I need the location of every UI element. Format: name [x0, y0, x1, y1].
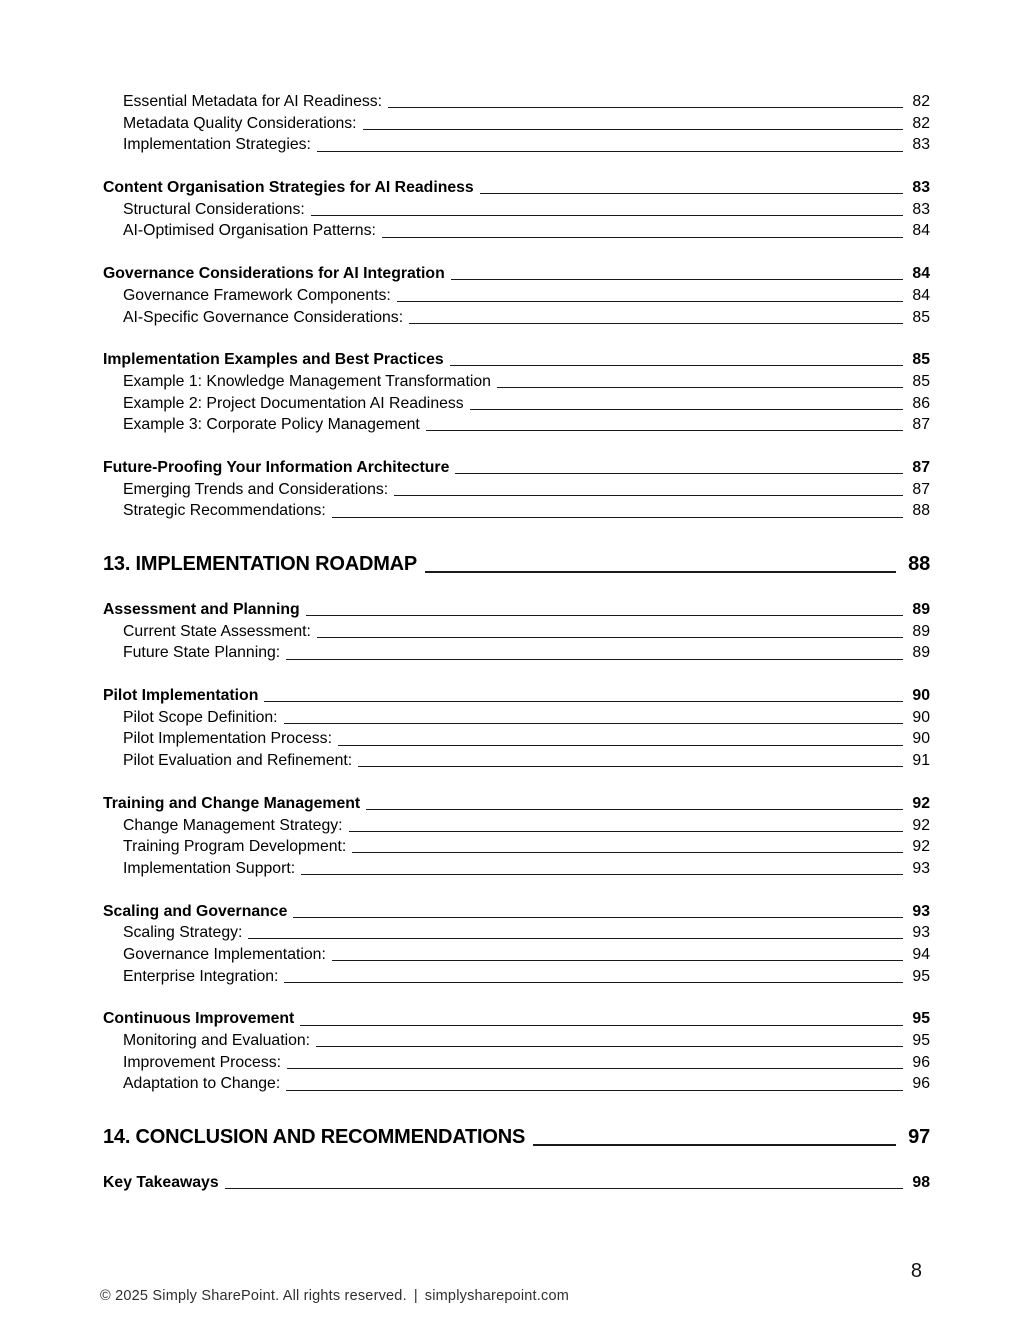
toc-leader-line	[287, 1068, 903, 1069]
toc-entry	[103, 500, 930, 522]
toc-entry-label: Governance Considerations for AI Integration	[103, 265, 445, 283]
toc-entry	[103, 944, 930, 966]
toc-group	[103, 263, 930, 328]
toc-leader-line	[225, 1188, 904, 1189]
toc-entry-label: Pilot Implementation Process:	[123, 730, 332, 748]
toc-leader-line	[455, 473, 903, 474]
toc-entry-label: Pilot Scope Definition:	[123, 708, 278, 726]
toc-entry	[103, 836, 930, 858]
toc-entry-label: 13. IMPLEMENTATION ROADMAP	[103, 553, 418, 575]
toc-entry-label: AI-Optimised Organisation Patterns:	[123, 222, 376, 240]
toc-entry	[103, 285, 930, 307]
toc-entry	[103, 349, 930, 371]
toc-entry-page: 93	[912, 902, 930, 920]
toc-group	[103, 91, 930, 156]
toc-entry-page: 82	[912, 114, 930, 132]
toc-entry-label: Improvement Process:	[123, 1053, 282, 1071]
toc-entry	[103, 750, 930, 772]
toc-entry-page: 90	[912, 687, 930, 705]
toc-entry-label: Emerging Trends and Considerations:	[123, 480, 389, 498]
toc-entry-page: 95	[912, 1010, 930, 1028]
toc-entry-page: 87	[912, 458, 930, 476]
toc-entry	[103, 134, 930, 156]
footer-separator: |	[413, 1288, 418, 1304]
toc-leader-line	[394, 495, 903, 496]
toc-entry-page: 85	[912, 308, 930, 326]
toc-entry-page: 89	[912, 601, 930, 618]
toc-entry-page: 90	[912, 730, 930, 748]
toc-leader-line	[451, 279, 904, 280]
toc-leader-line	[286, 1090, 903, 1091]
toc-entry	[103, 414, 930, 436]
toc-entry-label: Assessment and Planning	[103, 601, 300, 618]
table-of-contents	[103, 91, 930, 1194]
toc-entry-page: 86	[912, 394, 930, 412]
toc-leader-line	[264, 701, 903, 702]
toc-entry-page: 87	[912, 416, 930, 434]
toc-entry	[103, 642, 930, 664]
toc-entry-page: 88	[912, 502, 930, 520]
toc-entry-page: 97	[908, 1126, 930, 1149]
toc-entry-label: Example 1: Knowledge Management Transformation	[123, 372, 491, 390]
toc-group	[103, 551, 930, 578]
toc-group	[103, 599, 930, 664]
toc-entry-page: 83	[912, 136, 930, 154]
toc-leader-line	[286, 659, 903, 660]
toc-entry	[103, 685, 930, 707]
toc-leader-line	[425, 571, 896, 573]
toc-entry-page: 92	[912, 794, 930, 812]
toc-entry-label: Pilot Implementation	[103, 687, 259, 705]
toc-entry-label: Content Organisation Strategies for AI Readiness	[103, 179, 474, 197]
toc-entry-page: 89	[912, 644, 930, 662]
toc-group	[103, 1124, 930, 1151]
toc-group	[103, 177, 930, 242]
toc-entry-label: Scaling and Governance	[103, 902, 288, 920]
toc-leader-line	[382, 237, 904, 238]
toc-entry-page: 98	[912, 1174, 930, 1192]
toc-entry	[103, 599, 930, 621]
toc-entry-label: Current State Assessment:	[123, 622, 311, 640]
toc-entry	[103, 307, 930, 329]
toc-leader-line	[409, 323, 903, 324]
footer	[100, 1288, 569, 1304]
toc-entry-label: Structural Considerations:	[123, 200, 305, 218]
toc-entry	[103, 815, 930, 837]
toc-entry-page: 95	[912, 967, 930, 985]
footer-site: simplysharepoint.com	[424, 1288, 570, 1304]
toc-entry-label: 14. CONCLUSION AND RECOMMENDATIONS	[103, 1126, 526, 1149]
toc-entry	[103, 901, 930, 923]
toc-entry-page: 83	[912, 200, 930, 218]
toc-entry-label: Future State Planning:	[123, 644, 281, 662]
toc-entry-page: 85	[912, 372, 930, 390]
toc-entry-page: 89	[912, 622, 930, 640]
toc-entry	[103, 1008, 930, 1030]
toc-entry-label: Implementation Strategies:	[123, 136, 311, 154]
toc-entry	[103, 199, 930, 221]
toc-entry	[103, 371, 930, 393]
toc-entry-page: 95	[912, 1032, 930, 1049]
toc-entry-page: 91	[912, 752, 930, 770]
toc-entry-label: Enterprise Integration:	[123, 967, 279, 985]
toc-entry-page: 94	[912, 945, 930, 963]
toc-entry	[103, 1073, 930, 1095]
toc-entry-label: Adaptation to Change:	[123, 1075, 281, 1093]
toc-group	[103, 793, 930, 880]
toc-leader-line	[317, 637, 904, 638]
toc-entry-page: 93	[912, 859, 930, 877]
toc-entry	[103, 263, 930, 285]
toc-entry-page: 92	[912, 838, 930, 856]
toc-entry-label: Example 2: Project Documentation AI Readiness	[123, 394, 464, 412]
toc-leader-line	[306, 615, 904, 616]
toc-entry	[103, 621, 930, 643]
toc-group	[103, 457, 930, 522]
toc-entry-label: Strategic Recommendations:	[123, 502, 326, 520]
toc-leader-line	[293, 917, 903, 918]
toc-leader-line	[426, 430, 904, 431]
toc-entry	[103, 728, 930, 750]
toc-leader-line	[363, 129, 904, 130]
toc-entry-label: Future-Proofing Your Information Architecture	[103, 458, 450, 476]
toc-group	[103, 1008, 930, 1095]
toc-entry-page: 88	[908, 553, 930, 575]
toc-entry-label: AI-Specific Governance Considerations:	[123, 308, 404, 326]
toc-leader-line	[366, 809, 903, 810]
toc-leader-line	[300, 1025, 903, 1026]
page-number: 8	[910, 1260, 922, 1282]
toc-entry-label: Change Management Strategy:	[123, 816, 343, 834]
toc-entry-label: Training Program Development:	[123, 838, 347, 856]
toc-entry-page: 93	[912, 924, 930, 942]
toc-leader-line	[358, 766, 903, 767]
toc-entry-label: Metadata Quality Considerations:	[123, 114, 357, 132]
toc-entry	[103, 177, 930, 199]
toc-leader-line	[397, 301, 904, 302]
toc-leader-line	[388, 107, 903, 108]
toc-entry-page: 87	[912, 480, 930, 498]
toc-entry-page: 84	[912, 265, 930, 283]
toc-entry-label: Implementation Support:	[123, 859, 296, 877]
toc-entry	[103, 479, 930, 501]
toc-entry-label: Governance Implementation:	[123, 945, 326, 963]
toc-entry	[103, 457, 930, 479]
toc-leader-line	[311, 215, 904, 216]
toc-group	[103, 685, 930, 772]
toc-leader-line	[497, 387, 904, 388]
toc-leader-line	[450, 365, 904, 366]
toc-entry-label: Continuous Improvement	[103, 1010, 295, 1028]
toc-entry	[103, 922, 930, 944]
toc-entry-label: Example 3: Corporate Policy Management	[123, 416, 420, 434]
toc-leader-line	[533, 1144, 896, 1146]
toc-leader-line	[301, 874, 903, 875]
toc-entry	[103, 551, 930, 578]
toc-entry	[103, 707, 930, 729]
toc-leader-line	[470, 409, 904, 410]
toc-leader-line	[248, 938, 903, 939]
toc-entry	[103, 1124, 930, 1151]
toc-entry	[103, 1030, 930, 1052]
toc-entry	[103, 1052, 930, 1074]
toc-entry	[103, 220, 930, 242]
toc-entry-label: Monitoring and Evaluation:	[123, 1032, 311, 1049]
toc-entry-label: Training and Change Management	[103, 794, 361, 812]
toc-group	[103, 901, 930, 988]
footer-copyright: © 2025 Simply SharePoint. All rights reserved.	[100, 1288, 407, 1304]
toc-entry	[103, 91, 930, 113]
toc-entry	[103, 1172, 930, 1194]
toc-entry-label: Key Takeaways	[103, 1174, 219, 1192]
toc-entry-page: 92	[912, 816, 930, 834]
toc-entry-label: Governance Framework Components:	[123, 286, 391, 304]
toc-entry-page: 82	[912, 93, 930, 110]
toc-entry-label: Pilot Evaluation and Refinement:	[123, 752, 353, 770]
toc-entry-page: 90	[912, 708, 930, 726]
toc-group	[103, 349, 930, 436]
toc-entry-page: 96	[912, 1053, 930, 1071]
toc-leader-line	[332, 517, 904, 518]
toc-entry-page: 83	[912, 179, 930, 197]
toc-entry-label: Implementation Examples and Best Practices	[103, 351, 444, 369]
toc-entry	[103, 858, 930, 880]
toc-entry-page: 96	[912, 1075, 930, 1093]
toc-entry	[103, 793, 930, 815]
toc-entry	[103, 113, 930, 135]
toc-leader-line	[349, 831, 904, 832]
toc-leader-line	[332, 960, 904, 961]
toc-entry-page: 84	[912, 222, 930, 240]
toc-entry	[103, 966, 930, 988]
toc-entry-page: 84	[912, 286, 930, 304]
toc-leader-line	[317, 151, 904, 152]
toc-entry	[103, 393, 930, 415]
toc-leader-line	[480, 193, 904, 194]
toc-leader-line	[316, 1046, 903, 1047]
toc-entry-label: Scaling Strategy:	[123, 924, 243, 942]
toc-entry-label: Essential Metadata for AI Readiness:	[123, 93, 383, 110]
toc-leader-line	[338, 745, 903, 746]
toc-leader-line	[284, 982, 903, 983]
toc-leader-line	[284, 723, 904, 724]
toc-leader-line	[352, 852, 903, 853]
toc-entry-page: 85	[912, 351, 930, 369]
toc-group	[103, 1172, 930, 1194]
